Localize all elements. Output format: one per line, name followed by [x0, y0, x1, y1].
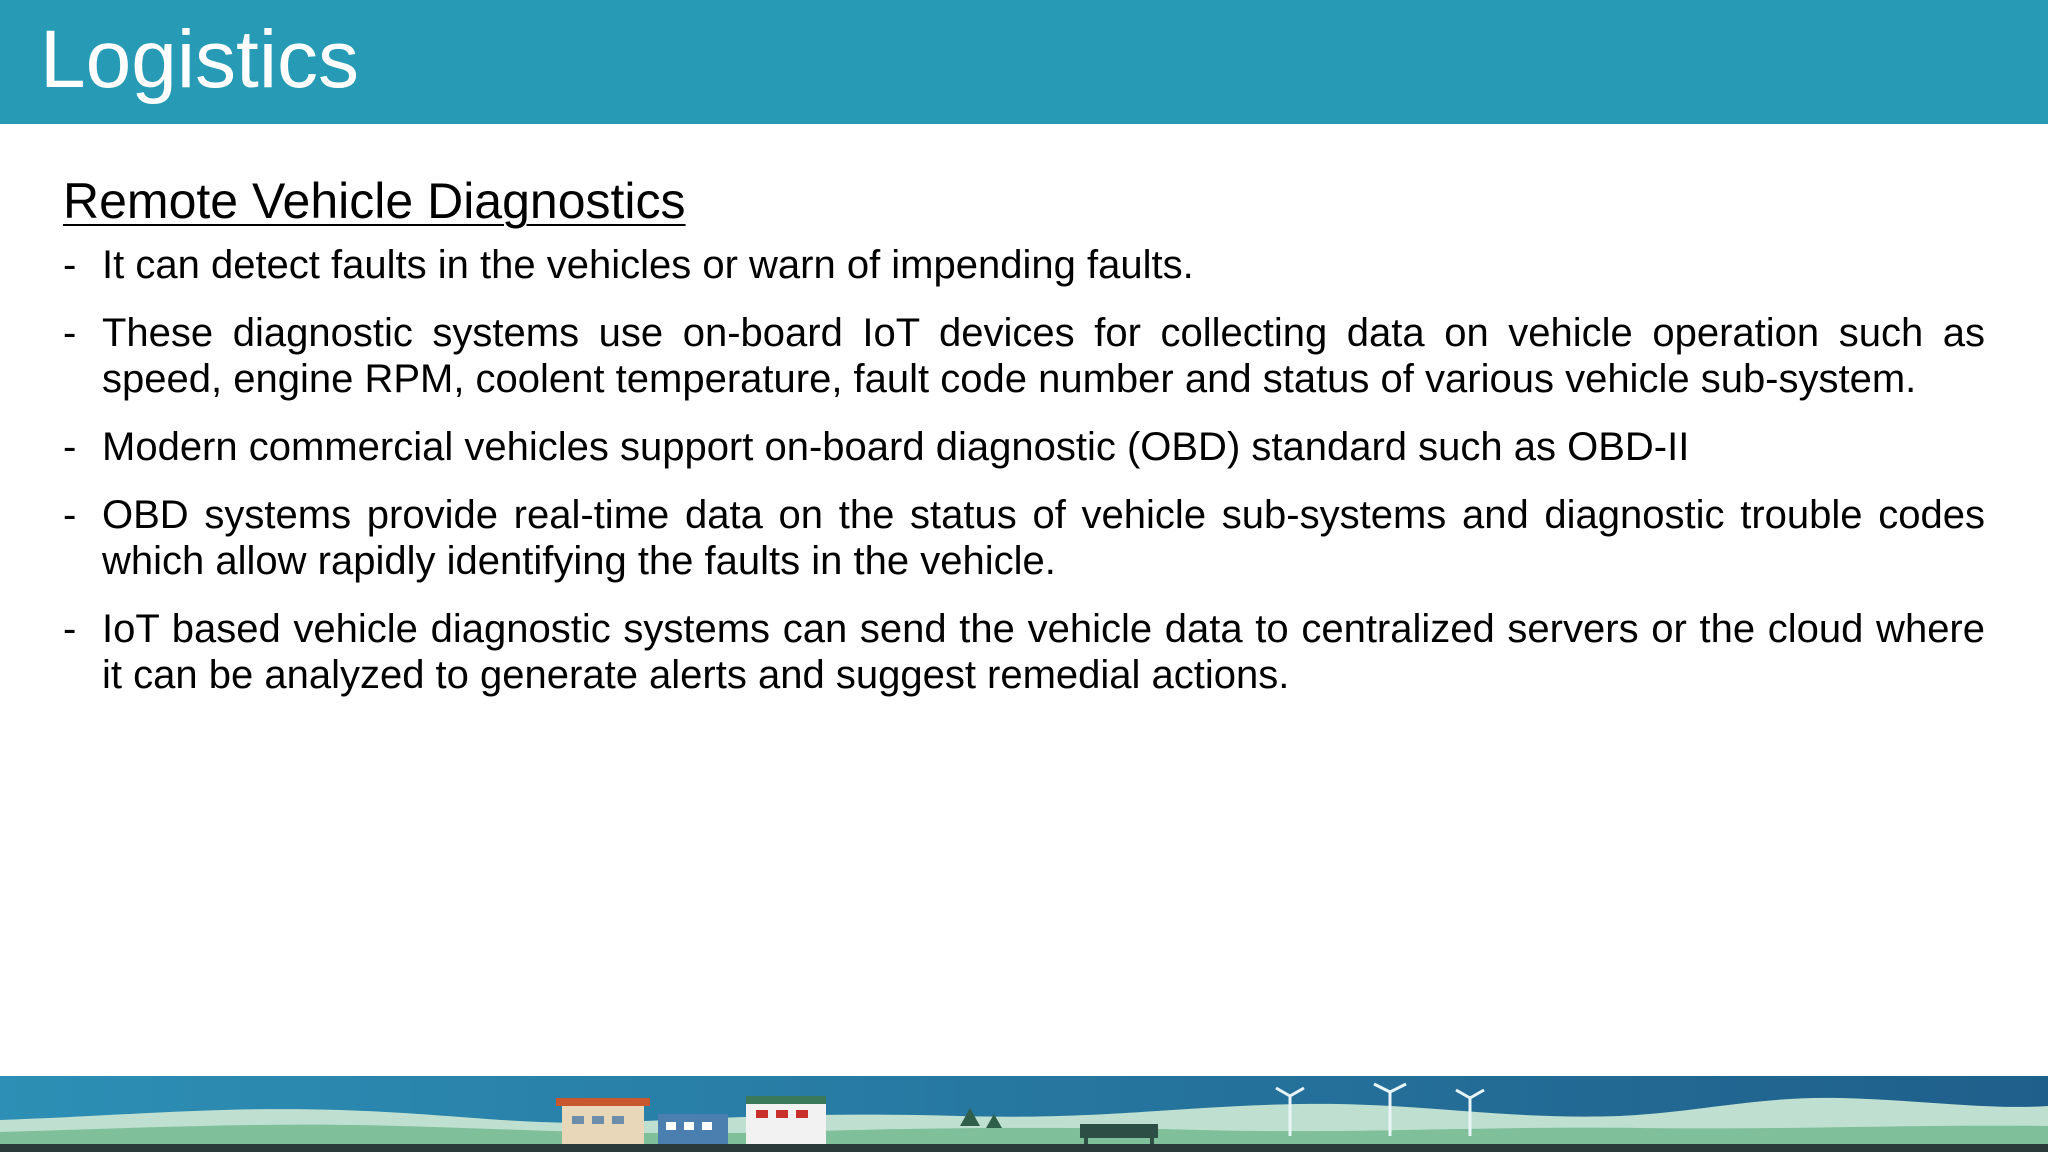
- title-bar: [0, 0, 2048, 124]
- road: [0, 1144, 2048, 1152]
- bullet-text: These diagnostic systems use on-board IoT devices for collecting data on vehicle operation such as speed, engine RPM, coolent temperature, fault code number and status of various vehicle sub-system.: [102, 311, 1985, 401]
- bullet-dash: -: [63, 425, 77, 469]
- footer-skyline-banner: [0, 1076, 2048, 1152]
- building-icon: [746, 1096, 826, 1144]
- bullet-item: [63, 310, 1985, 402]
- content-area: [63, 170, 1985, 720]
- bullet-text: OBD systems provide real-time data on the status of vehicle sub-systems and diagnostic trouble codes which allow rapidly identifying the faults in the vehicle.: [102, 493, 1985, 583]
- bullet-item: [63, 242, 1985, 288]
- bullet-list: [63, 242, 1985, 698]
- skyline-illustration: [0, 1076, 2048, 1152]
- bullet-item: [63, 424, 1985, 470]
- bullet-item: [63, 606, 1985, 698]
- building-icon: [556, 1098, 650, 1144]
- bullet-dash: -: [63, 493, 77, 537]
- bullet-text: It can detect faults in the vehicles or warn of impending faults.: [102, 243, 1194, 287]
- bullet-dash: -: [63, 243, 77, 287]
- section-heading: Remote Vehicle Diagnostics: [63, 173, 686, 229]
- bullet-dash: -: [63, 607, 77, 651]
- bullet-dash: -: [63, 311, 77, 355]
- bullet-text: Modern commercial vehicles support on-board diagnostic (OBD) standard such as OBD-II: [102, 425, 1690, 469]
- bullet-text: IoT based vehicle diagnostic systems can send the vehicle data to centralized servers or the cloud where it can be analyzed to generate alerts and suggest remedial actions.: [102, 607, 1985, 697]
- slide-title: Logistics: [40, 14, 360, 105]
- building-icon: [658, 1114, 728, 1144]
- bullet-item: [63, 492, 1985, 584]
